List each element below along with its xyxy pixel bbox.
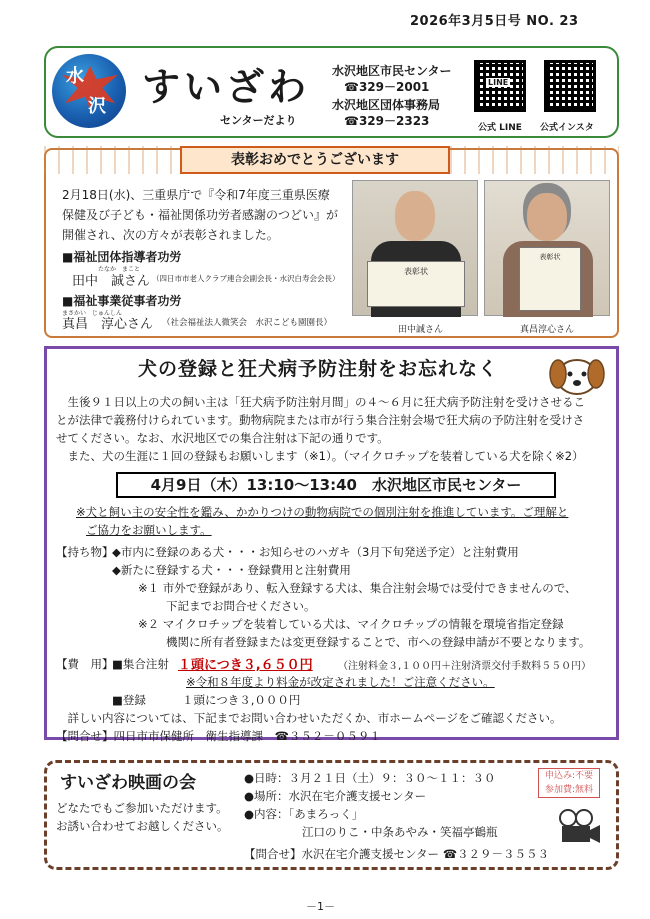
award-category-2: ■福祉事業従事者功労 — [62, 294, 182, 308]
photo-tanaka — [352, 180, 478, 316]
header-frame — [44, 46, 619, 138]
award-intro-2: 保健及び子ども・福祉関係功労者感謝のつどい』が — [62, 208, 339, 222]
line-qr-label: 公式 LINE — [478, 123, 522, 133]
dog-paragraph-1-line-1: 生後９１日以上の犬の飼い主は「狂犬病予防注射月間」の４～６月に狂犬病予防注射を受けさせるこ — [56, 395, 585, 409]
page-number: －1－ — [306, 900, 335, 913]
award-category-1: ■福祉団体指導者功労 — [62, 250, 182, 264]
person-1-ruby: たなか まこと — [98, 266, 141, 273]
diploma-text: 表彰状 — [404, 267, 428, 276]
note-2-line-2: 機関に所有者登録または変更登録することで、市への登録申請が不要となります。 — [166, 635, 591, 649]
diploma-text: 表彰状 — [539, 253, 561, 261]
movie-contact: 【問合せ】水沢在宅介護支援センター ☎３２９－３５５３ — [244, 847, 550, 861]
photo-caption-tanaka: 田中誠さん — [398, 325, 444, 335]
dog-face-icon — [548, 352, 606, 398]
portrait-face — [395, 191, 435, 241]
safety-notice-line-1: ※犬と飼い主の安全性を鑑み、かかりつけの動物病院での個別注射を推進しています。ご理解と — [76, 505, 569, 519]
photo-masakai — [484, 180, 610, 316]
badge-no-application: 申込み:不要 — [544, 771, 594, 781]
contact-center-name: 水沢地区市民センター — [332, 64, 452, 78]
newsletter-title: すいざわ — [142, 65, 311, 109]
dog-paragraph-1-line-2: とが法律で義務付けられています。動物病院または市が行う集合注射会場で狂犬病の予防注射を受けさ — [56, 413, 585, 427]
instagram-qr-code-icon[interactable] — [544, 60, 596, 112]
dog-paragraph-2: また、犬の生涯に１回の登録もお願いします（※1）。（マイクロチップを装着している犬を除く※2） — [56, 449, 584, 463]
diploma — [367, 261, 465, 307]
award-title: 表彰おめでとうございます — [180, 146, 450, 174]
item-new-dog: ◆新たに登録する犬・・・登録費用と注射費用 — [112, 563, 351, 577]
photo-caption-masakai: 真昌淳心さん — [520, 325, 575, 335]
newsletter-subtitle: センターだより — [220, 114, 297, 127]
note-1-line-1: ※１ 市外で登録があり、転入登録する犬は、集合注射会場では受付できませんので、 — [138, 581, 577, 595]
logo-char-2: 沢 — [88, 96, 106, 117]
injection-date-box: 4月9日（木）13:10～13:40 水沢地区市民センター — [116, 472, 556, 498]
contact-office-phone: ☎329－2323 — [344, 114, 430, 128]
award-intro-3: 開催され、次の方々が表彰されました。 — [62, 228, 279, 242]
fee-injection-name: ■集合注射 — [112, 657, 169, 671]
event-badge — [538, 768, 600, 798]
instagram-qr-label: 公式インスタ — [540, 123, 594, 133]
movie-invite-2: お誘い合わせてお越しください。 — [56, 819, 229, 833]
person-1-note: （四日市市老人クラブ連合会副会長・水沢白寿会会長） — [152, 274, 340, 283]
note-1-line-2: 下記までお問合せください。 — [166, 599, 316, 613]
person-1-name: 田中 誠さん — [72, 274, 151, 289]
movie-camera-icon — [556, 808, 602, 848]
badge-free: 参加費:無料 — [544, 785, 594, 795]
person-2-ruby: まさかい じゅんしん — [62, 310, 123, 317]
fee-registration-name: ■登録 — [112, 693, 146, 707]
contact-office-name: 水沢地区団体事務局 — [332, 98, 441, 112]
detail-line: 詳しい内容については、下記までお問い合わせいただくか、市ホームページをご確認ください。 — [56, 711, 562, 725]
person-2-name: 真昌 淳心さん — [62, 317, 154, 332]
safety-notice-line-2: ご協力をお願いします。 — [86, 523, 212, 537]
fee-change-notice: ※令和８年度より料金が改定されました！ご注意ください。 — [186, 675, 495, 689]
movie-cast: 江口のりこ・中条あやみ・笑福亭鶴瓶 — [302, 825, 498, 839]
movie-place: ●場所：水沢在宅介護支援センター — [244, 789, 427, 803]
movie-event-title: すいざわ映画の会 — [60, 773, 196, 793]
item-registered-dog: ◆市内に登録のある犬・・・お知らせのハガキ（3月下旬発送予定）と注射費用 — [112, 545, 519, 559]
items-label: 【持ち物】 — [56, 545, 114, 559]
award-intro-1: 2月18日(水)、三重県庁で『令和7年度三重県医療 — [62, 188, 330, 202]
line-qr-badge: LINE — [488, 78, 509, 87]
fee-label: 【費 用】 — [56, 657, 114, 671]
issue-number: 2026年3月5日号 NO. 23 — [410, 14, 579, 29]
person-2-note: （社会福祉法人微笑会 水沢こども園園長） — [162, 318, 333, 328]
fee-injection-detail: （注射料金３,１００円＋注射済票交付手数料５５０円） — [338, 661, 592, 672]
dog-paragraph-1-line-3: せてください。なお、水沢地区での集合注射は下記の通りです。 — [56, 431, 389, 445]
contact-center-phone: ☎329－2001 — [344, 80, 430, 94]
dog-contact: 【問合せ】四日市市保健所 衛生指導課 ☎３５２－０５９１ — [56, 729, 381, 743]
fee-injection-value: １頭につき３,６５０円 — [178, 658, 313, 673]
logo-char-1: 水 — [66, 66, 84, 87]
note-2-line-1: ※２ マイクロチップを装着している犬は、マイクロチップの情報を環境省指定登録 — [138, 617, 564, 631]
movie-date: ●日時：３月２１日（土）９：３０～１１：３０ — [244, 771, 496, 785]
movie-content: ●内容：「あまろっく」 — [244, 807, 364, 821]
movie-invite-1: どなたでもご参加いただけます。 — [56, 801, 228, 815]
fee-registration-value: １頭につき３,０００円 — [182, 693, 301, 707]
diploma — [519, 247, 581, 311]
portrait-face — [527, 193, 567, 241]
dog-section-title: 犬の登録と狂犬病予防注射をお忘れなく — [138, 358, 499, 380]
